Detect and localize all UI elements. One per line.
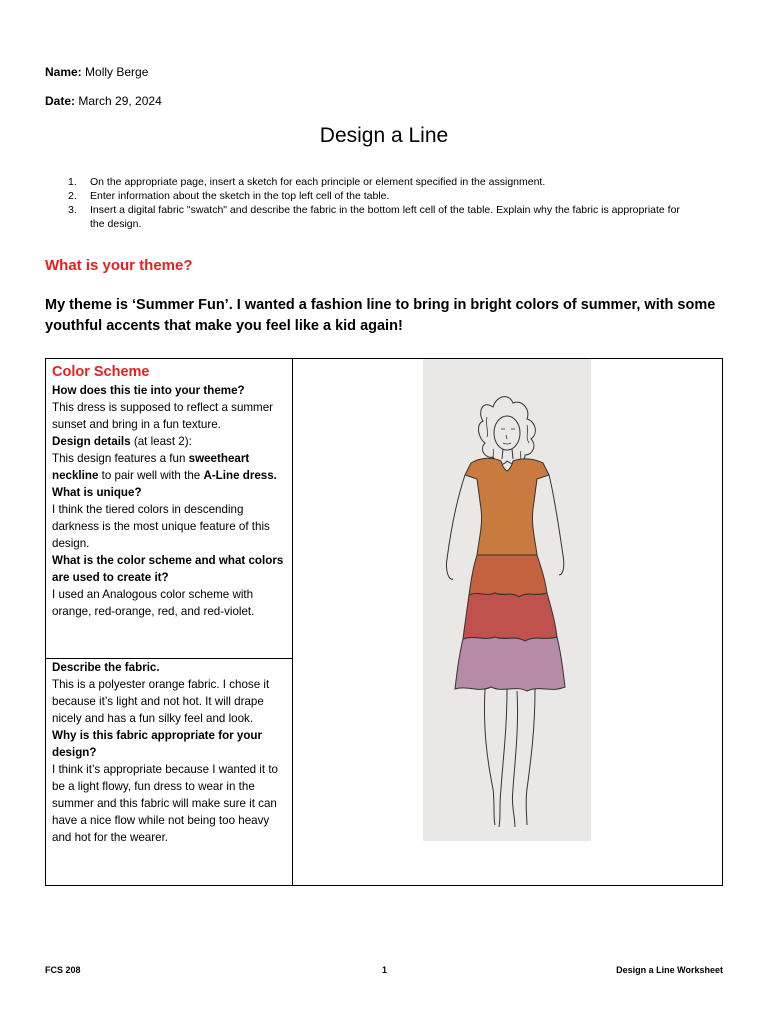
answer-emphasis: A-Line dress.	[203, 469, 277, 482]
design-details-label: Design details	[52, 435, 131, 448]
color-scheme-answer: I used an Analogous color scheme with orange, red-orange, red, and red-violet.	[52, 588, 255, 618]
color-scheme-question: What is the color scheme and what colors are used to create it?	[52, 554, 284, 584]
sketch-info-cell	[46, 359, 293, 659]
instruction-item	[64, 175, 684, 189]
fabric-question: Describe the fabric.	[52, 661, 160, 674]
theme-tie-question: How does this tie into your theme?	[52, 384, 245, 397]
dress-tier-3	[455, 637, 565, 691]
footer-page-number: 1	[382, 965, 388, 975]
theme-tie-answer: This dress is supposed to reflect a summer sunset and bring in a fun texture.	[52, 401, 274, 431]
unique-answer: I think the tiered colors in descending darkness is the most unique feature of this design.	[52, 503, 270, 550]
fabric-answer: This is a polyester orange fabric. I chose it because it’s light and not hot. It will drape nicely and has a fun silky feel and look.	[52, 678, 270, 725]
fabric-cell	[46, 659, 293, 886]
instruction-number: 2.	[68, 190, 77, 202]
date-label: Date:	[45, 94, 76, 108]
instruction-number: 3.	[68, 204, 77, 216]
footer-course: FCS 208	[45, 965, 81, 975]
cell-heading: Color Scheme	[52, 364, 150, 380]
instructions-list	[64, 175, 684, 231]
date-value: March 29, 2024	[78, 94, 162, 108]
unique-question: What is unique?	[52, 486, 142, 499]
dress-tier-2	[463, 593, 557, 641]
theme-question: What is your theme?	[45, 257, 193, 274]
design-details-question	[52, 433, 286, 450]
design-table	[45, 358, 723, 886]
answer-text: to pair well with the	[98, 469, 204, 482]
document-title: Design a Line	[319, 124, 449, 147]
instruction-number: 1.	[68, 176, 77, 188]
instruction-item	[64, 189, 684, 203]
instruction-text: On the appropriate page, insert a sketch for each principle or element specified in the assignment.	[90, 176, 546, 188]
instruction-text: Enter information about the sketch in the top left cell of the table.	[90, 190, 390, 202]
answer-text: This design features a fun	[52, 452, 189, 465]
fashion-sketch-image	[423, 359, 591, 841]
date-line	[45, 94, 162, 108]
answer-emphasis: sweetheart neckline	[52, 452, 250, 482]
dress-tier-1	[469, 555, 547, 597]
theme-answer: My theme is ‘Summer Fun’. I wanted a fashion line to bring in bright colors of summer, with some youthful accents that make you feel like a kid again!	[45, 297, 716, 334]
footer-document-name: Design a Line Worksheet	[616, 965, 723, 975]
design-details-answer	[52, 450, 286, 484]
instruction-text: Insert a digital fabric "swatch" and describe the fabric in the bottom left cell of the table. Explain why the fabric is appropriate for the design.	[90, 204, 680, 230]
fabric-appropriate-question: Why is this fabric appropriate for your design?	[52, 729, 263, 759]
instruction-item	[64, 203, 684, 231]
fabric-appropriate-answer: I think it’s appropriate because I wanted it to be a light flowy, fun dress to wear in the summer and this fabric will make sure it can have a nice flow while not being too heavy and hot for the wearer.	[52, 763, 278, 844]
name-value: Molly Berge	[85, 65, 149, 79]
name-line	[45, 65, 148, 79]
sketch-cell	[293, 359, 723, 885]
name-label: Name:	[45, 65, 82, 79]
design-details-note: (at least 2):	[130, 435, 192, 448]
